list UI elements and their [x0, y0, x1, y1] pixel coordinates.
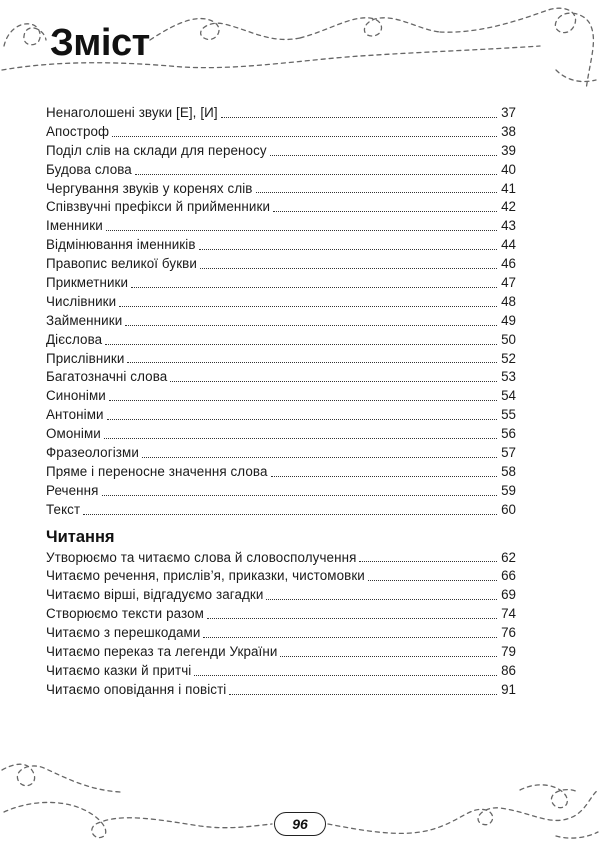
toc-entry-label: Антоніми — [46, 407, 104, 423]
dot-leader — [142, 457, 497, 458]
toc-entry — [46, 387, 516, 406]
toc-entry-label: Багатозначні слова — [46, 369, 168, 385]
toc-entry-page: 54 — [501, 388, 516, 404]
toc-entry-page: 39 — [501, 142, 516, 158]
toc-entry-page: 60 — [501, 501, 516, 517]
toc-entry-label: Іменники — [46, 218, 103, 234]
toc-entry-page: 41 — [501, 180, 516, 196]
dot-leader — [270, 155, 497, 156]
toc-entry-label: Омоніми — [46, 426, 101, 442]
toc-entry-label: Займенники — [46, 312, 123, 328]
toc-entry-label: Читаємо оповідання і повісті — [46, 681, 227, 697]
toc-entry-label: Речення — [46, 482, 99, 498]
table-of-contents — [46, 104, 516, 700]
toc-entry-page: 42 — [501, 199, 516, 215]
toc-entry-page: 48 — [501, 293, 516, 309]
toc-entry — [46, 350, 516, 369]
section-entries — [46, 549, 516, 700]
toc-entry-label: Читаємо переказ та легенди України — [46, 644, 278, 660]
toc-entry-label: Синоніми — [46, 388, 106, 404]
toc-entry-page: 56 — [501, 426, 516, 442]
toc-entry — [46, 293, 516, 312]
dot-leader — [273, 211, 497, 212]
toc-entry-page: 59 — [501, 482, 516, 498]
toc-entry — [46, 161, 516, 180]
toc-entry-label: Читаємо з перешкодами — [46, 625, 201, 641]
toc-entry-label: Читаємо вірші, відгадуємо загадки — [46, 587, 264, 603]
toc-entry-label: Фразеологізми — [46, 445, 139, 461]
dot-leader — [125, 325, 497, 326]
dot-leader — [119, 306, 497, 307]
toc-entry-page: 91 — [501, 681, 516, 697]
toc-entry-page: 52 — [501, 350, 516, 366]
toc-entry-label: Ненаголошені звуки [Е], [И] — [46, 104, 218, 120]
toc-entry — [46, 198, 516, 217]
toc-entry-page: 53 — [501, 369, 516, 385]
toc-entry-page: 74 — [501, 606, 516, 622]
toc-entry-page: 38 — [501, 123, 516, 139]
toc-entry-label: Відмінювання іменників — [46, 237, 196, 253]
toc-entry — [46, 217, 516, 236]
dot-leader — [102, 495, 497, 496]
toc-entry — [46, 104, 516, 123]
dot-leader — [200, 268, 497, 269]
dot-leader — [221, 117, 497, 118]
toc-entry-label: Створюємо тексти разом — [46, 606, 204, 622]
toc-entry — [46, 142, 516, 161]
toc-entry-page: 58 — [501, 463, 516, 479]
toc-entry-label: Читаємо казки й притчі — [46, 662, 192, 678]
toc-entry — [46, 255, 516, 274]
toc-entry — [46, 368, 516, 387]
toc-entry-page: 55 — [501, 407, 516, 423]
dot-leader — [105, 344, 497, 345]
toc-entry — [46, 236, 516, 255]
dot-leader — [271, 476, 497, 477]
toc-entry-page: 57 — [501, 445, 516, 461]
toc-entry-page: 37 — [501, 104, 516, 120]
toc-entry — [46, 681, 516, 700]
toc-entry — [46, 549, 516, 568]
toc-entry-page: 44 — [501, 237, 516, 253]
page-title: Зміст — [50, 22, 150, 64]
toc-entry-page: 46 — [501, 256, 516, 272]
toc-entry-label: Прикметники — [46, 275, 129, 290]
dot-leader — [359, 561, 497, 562]
toc-entry-label: Числівники — [46, 293, 117, 309]
toc-entry — [46, 586, 516, 605]
dot-leader — [135, 174, 497, 175]
dot-leader — [107, 419, 497, 420]
toc-entry-label: Прислівники — [46, 350, 125, 366]
toc-entry-label: Поділ слів на склади для переносу — [46, 142, 267, 158]
toc-entry-label: Будова слова — [46, 161, 132, 177]
toc-entry — [46, 331, 516, 350]
dot-leader — [131, 287, 497, 288]
toc-entry — [46, 643, 516, 662]
dot-leader — [112, 136, 497, 137]
toc-entry — [46, 463, 516, 482]
dot-leader — [109, 400, 497, 401]
toc-entry-label: Читаємо речення, прислів’я, приказки, чистомовки — [46, 568, 365, 584]
toc-entry-page: 76 — [501, 625, 516, 641]
dot-leader — [368, 580, 497, 581]
toc-entry — [46, 605, 516, 624]
page-number: 96 — [292, 816, 308, 832]
toc-entry-page: 69 — [501, 587, 516, 603]
dot-leader — [256, 192, 497, 193]
toc-entry-page: 50 — [501, 331, 516, 347]
toc-entry — [46, 482, 516, 501]
dot-leader — [229, 694, 497, 695]
dot-leader — [266, 599, 497, 600]
toc-entry-page: 43 — [501, 218, 516, 234]
toc-entry-page: 49 — [501, 312, 516, 328]
toc-entry — [46, 406, 516, 425]
toc-entry-label: Текст — [46, 501, 81, 517]
toc-entry-label: Співзвучні префікси й прийменники — [46, 199, 271, 215]
toc-entry-label: Апостроф — [46, 123, 110, 139]
toc-entry — [46, 274, 516, 293]
toc-entry — [46, 662, 516, 681]
toc-entry — [46, 624, 516, 643]
dot-leader — [106, 230, 497, 231]
dot-leader — [194, 675, 497, 676]
toc-entry-label: Чергування звуків у коренях слів — [46, 180, 253, 196]
dot-leader — [170, 381, 497, 382]
toc-entry — [46, 180, 516, 199]
toc-entry-page: 47 — [501, 275, 516, 290]
toc-entry — [46, 425, 516, 444]
dot-leader — [203, 637, 497, 638]
toc-entry-label: Пряме і переносне значення слова — [46, 463, 268, 479]
toc-entry-page: 79 — [501, 644, 516, 660]
toc-entry-label: Утворюємо та читаємо слова й словосполучення — [46, 549, 357, 565]
page-number-badge — [274, 812, 326, 836]
toc-entries — [46, 104, 516, 520]
toc-entry-page: 66 — [501, 568, 516, 584]
toc-entry-label: Правопис великої букви — [46, 256, 197, 272]
dot-leader — [280, 656, 497, 657]
dot-leader — [199, 249, 497, 250]
dot-leader — [207, 618, 497, 619]
dot-leader — [104, 438, 497, 439]
toc-entry — [46, 312, 516, 331]
section-heading: Читання — [46, 527, 115, 546]
toc-entry — [46, 123, 516, 142]
toc-entry-page: 86 — [501, 662, 516, 678]
toc-entry-label: Дієслова — [46, 331, 103, 347]
dot-leader — [127, 362, 497, 363]
toc-entry — [46, 501, 516, 520]
toc-entry-page: 62 — [501, 549, 516, 565]
toc-entry-page: 40 — [501, 161, 516, 177]
dot-leader — [83, 514, 497, 515]
toc-entry — [46, 444, 516, 463]
toc-entry — [46, 567, 516, 586]
